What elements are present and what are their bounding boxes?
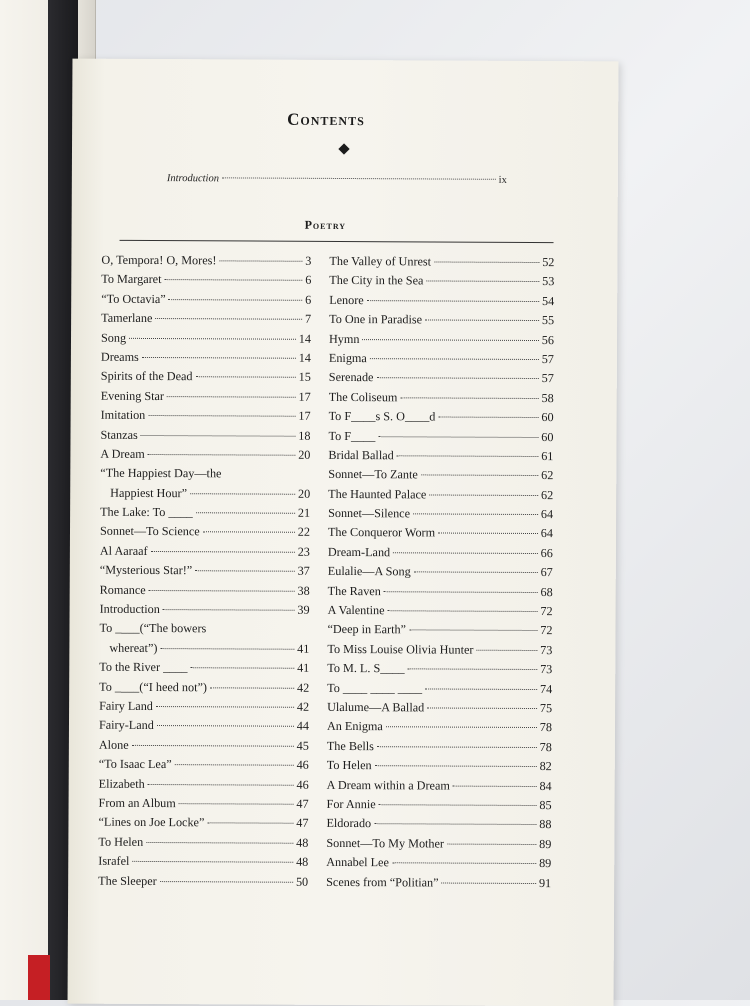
leader-dots [434, 261, 539, 263]
entry-title: To Margaret [101, 272, 162, 287]
entry-page: 68 [540, 584, 553, 599]
leader-dots [222, 177, 496, 179]
toc-entry [329, 329, 554, 350]
toc-entry [327, 737, 552, 758]
entry-page: 62 [541, 468, 554, 483]
leader-dots [378, 436, 538, 438]
toc-entry [99, 774, 309, 794]
entry-page: 88 [539, 817, 552, 832]
leader-dots [207, 823, 293, 824]
entry-page: 73 [540, 662, 553, 677]
leader-dots [425, 320, 539, 322]
toc-entry [99, 716, 309, 736]
ribbon-bookmark [28, 955, 50, 1000]
entry-page: 60 [541, 410, 554, 425]
entry-page: 23 [297, 544, 310, 559]
toc-entry [329, 349, 554, 370]
toc-entry [328, 582, 553, 603]
toc-entry [99, 794, 309, 814]
toc-entry [100, 503, 310, 523]
toc-entry [100, 522, 310, 542]
leader-dots [190, 667, 294, 669]
toc-entry [329, 368, 554, 389]
entry-page: 17 [298, 389, 311, 404]
entry-page: 14 [298, 331, 312, 346]
entry-title: Evening Star [100, 388, 165, 403]
leader-dots [132, 745, 294, 747]
leader-dots [374, 823, 536, 825]
entry-page: 52 [542, 255, 555, 270]
entry-title: Fairy-Land [98, 718, 154, 733]
toc-entry [326, 853, 551, 874]
leader-dots [386, 727, 537, 729]
leader-dots [388, 610, 538, 612]
entry-page: 6 [305, 273, 312, 288]
entry-page: 72 [540, 604, 553, 619]
leader-dots [151, 551, 295, 553]
entry-page: 41 [297, 641, 310, 656]
entry-title-continued: Happiest Hour” [110, 485, 188, 500]
entry-page: 74 [539, 681, 553, 696]
leader-dots [219, 260, 302, 261]
leader-dots [157, 725, 294, 727]
toc-entry [99, 697, 309, 717]
entry-title: A Valentine [327, 602, 385, 618]
toc-entry [327, 640, 552, 661]
leader-dots [148, 784, 294, 786]
leader-dots [167, 396, 296, 398]
entry-page: 57 [541, 371, 554, 386]
leader-dots [175, 764, 294, 766]
entry-page: 61 [541, 448, 554, 464]
leader-dots [141, 434, 296, 436]
toc-entry [328, 465, 553, 486]
introduction-entry [167, 173, 507, 186]
entry-page: 6 [305, 292, 312, 307]
entry-title: To ____ ____ ____ [327, 680, 423, 696]
toc-entry [328, 523, 553, 544]
entry-page: 55 [541, 313, 555, 328]
entry-title: To Helen [98, 834, 144, 849]
entry-page: 64 [540, 526, 554, 541]
leader-dots [129, 337, 296, 339]
entry-title: To F____ [328, 428, 376, 443]
toc-entry [327, 679, 552, 700]
entry-title: A Dream within a Dream [326, 777, 450, 793]
toc-entry [99, 736, 309, 756]
entry-title: Scenes from “Politian” [326, 874, 439, 890]
entry-title: The Raven [327, 583, 381, 598]
toc-entry [327, 775, 552, 796]
entry-title: The Lake: To ____ [100, 504, 193, 520]
entry-title: Al Aaraaf [99, 543, 148, 558]
toc-entry [328, 601, 553, 622]
toc-entry [98, 871, 308, 891]
entry-title: The Bells [326, 738, 374, 753]
entry-page: 38 [297, 583, 310, 598]
entry-page: 42 [296, 699, 310, 714]
entry-title: Ulalume—A Ballad [327, 699, 425, 715]
entry-title: For Annie [326, 796, 376, 812]
toc-entry [328, 485, 553, 506]
toc-entry [101, 309, 311, 329]
entry-title: Sonnet—To Science [99, 524, 200, 539]
leader-dots [409, 630, 537, 632]
entry-title: Stanzas [100, 427, 138, 442]
toc-entry [101, 348, 311, 368]
entry-page: 46 [296, 757, 309, 773]
entry-title: The Valley of Unrest [329, 253, 432, 269]
toc-entry [329, 252, 554, 273]
toc-left-column [98, 251, 311, 892]
toc-entry [329, 291, 554, 312]
entry-title: An Enigma [326, 719, 383, 734]
entry-title: To ____(“I heed not”) [99, 679, 208, 694]
toc-entry [101, 406, 311, 426]
entry-title: Bridal Ballad [328, 447, 394, 463]
entry-page: 42 [296, 680, 310, 695]
entry-title: The Haunted Palace [328, 486, 427, 502]
entry-page: 22 [297, 525, 311, 540]
leader-dots [370, 358, 539, 360]
toc-entry [100, 464, 310, 504]
leader-dots [165, 279, 303, 281]
leader-dots [210, 687, 294, 688]
toc-entry [101, 386, 311, 406]
entry-page: 73 [540, 642, 553, 657]
entry-page: 46 [296, 777, 309, 792]
entry-title: The Coliseum [328, 389, 398, 405]
entry-page: 85 [539, 797, 552, 813]
entry-title: “Mysterious Star!” [99, 562, 193, 578]
leader-dots [379, 804, 537, 806]
entry-page: 48 [296, 854, 309, 869]
entry-page: 72 [540, 623, 553, 638]
toc-right-column [326, 252, 554, 893]
entry-title: Alone [98, 737, 129, 752]
entry-page: 89 [539, 856, 552, 871]
leader-dots [414, 572, 538, 574]
entry-title: The City in the Sea [329, 273, 424, 288]
section-heading: Poetry [304, 217, 347, 233]
entry-title: To ____(“The bowers [99, 621, 207, 636]
entry-page: 3 [305, 253, 312, 268]
leader-dots [160, 648, 294, 650]
entry-page: 44 [296, 719, 310, 734]
entry-page: 62 [540, 487, 554, 502]
entry-page: 60 [541, 429, 554, 444]
leader-dots [132, 861, 293, 863]
entry-page: 7 [304, 311, 312, 327]
leader-dots [377, 746, 537, 748]
leader-dots [426, 281, 539, 283]
leader-dots [146, 842, 293, 844]
entry-page: 48 [296, 835, 309, 850]
entry-page: 17 [298, 408, 311, 423]
entry-title: O, Tempora! O, Mores! [101, 252, 217, 268]
entry-title: Annabel Lee [326, 855, 389, 870]
toc-entry [328, 562, 553, 583]
leader-dots [196, 512, 295, 514]
toc-entry [101, 251, 311, 271]
entry-title: To Helen [326, 758, 372, 773]
toc-entry [98, 832, 308, 852]
leader-dots [195, 570, 294, 572]
leader-dots [163, 609, 295, 611]
entry-page: 58 [541, 390, 554, 405]
leader-dots [442, 882, 536, 883]
toc-entry [99, 677, 309, 697]
toc-entry [101, 328, 311, 348]
leader-dots [155, 318, 302, 320]
entry-title: Fairy Land [99, 698, 153, 714]
leader-dots [421, 475, 538, 477]
entry-page: 89 [539, 836, 552, 851]
entry-title: To One in Paradise [329, 312, 423, 327]
entry-page: 47 [296, 796, 309, 811]
toc-entry [328, 446, 553, 467]
leader-dots [160, 881, 293, 883]
leader-dots [142, 357, 296, 359]
entry-title: The Conqueror Worm [327, 525, 436, 540]
leader-dots [438, 417, 538, 419]
toc-entry [329, 271, 554, 292]
leader-dots [148, 415, 295, 417]
entry-title-continued: whereat”) [109, 640, 158, 655]
page-title: Contents [287, 109, 365, 130]
entry-title: Eldorado [326, 816, 372, 831]
entry-title: “Deep in Earth” [327, 622, 407, 637]
leader-dots [179, 803, 294, 805]
leader-dots [476, 650, 537, 651]
toc-entry [328, 426, 553, 447]
entry-title: Serenade [328, 370, 374, 385]
toc-entry [99, 755, 309, 775]
entry-page: 75 [539, 701, 553, 716]
entry-title: Dreams [100, 349, 139, 364]
entry-page: 20 [298, 447, 311, 462]
toc-entry [328, 504, 553, 525]
entry-title: Sonnet—To Zante [328, 467, 418, 482]
toc-entry [329, 407, 554, 428]
toc-entry [329, 388, 554, 409]
entry-page: 50 [295, 874, 309, 889]
entry-page: 91 [538, 875, 552, 890]
entry-page: 37 [297, 564, 310, 579]
entry-page: 57 [541, 351, 554, 367]
toc-entry [329, 310, 554, 331]
leader-dots [367, 300, 539, 302]
entry-page: 41 [297, 660, 310, 676]
leader-dots [362, 339, 538, 341]
entry-page: 53 [542, 274, 555, 289]
toc-entry [100, 425, 310, 445]
toc-entry [327, 659, 552, 680]
entry-title: To Miss Louise Olivia Hunter [327, 641, 474, 657]
entry-page: 78 [539, 739, 552, 754]
entry-page: 20 [297, 486, 311, 501]
entry-title: The Sleeper [98, 873, 157, 888]
toc-entry [327, 717, 552, 738]
entry-title: Imitation [100, 407, 146, 423]
entry-title: Introduction [99, 601, 160, 617]
toc-entry [99, 658, 309, 678]
entry-page: 64 [540, 507, 554, 522]
toc-entry [101, 367, 311, 387]
entry-page: ix [498, 174, 507, 186]
leader-dots [393, 552, 538, 554]
contents-page [68, 59, 619, 1006]
entry-title: Romance [99, 582, 146, 597]
diamond-ornament-icon [338, 143, 349, 154]
toc-entry [327, 795, 552, 816]
entry-page: 18 [298, 428, 311, 443]
toc-entry [100, 600, 310, 620]
toc-entry [98, 852, 308, 872]
entry-page: 14 [298, 350, 311, 365]
entry-title: Song [100, 330, 127, 345]
toc-entry [99, 619, 309, 659]
entry-title: Dream-Land [327, 544, 391, 560]
leader-dots [375, 765, 537, 767]
leader-dots [392, 862, 536, 864]
toc-entry [327, 756, 552, 777]
leader-dots [169, 299, 302, 301]
entry-title: To M. L. S____ [327, 661, 405, 676]
entry-title: To F____s S. O____d [328, 409, 436, 424]
entry-page: 54 [541, 293, 555, 308]
toc-entry [328, 543, 553, 564]
entry-title: Sonnet—To My Mother [326, 835, 445, 851]
leader-dots [203, 532, 295, 533]
leader-dots [408, 669, 537, 671]
leader-dots [156, 706, 294, 708]
toc-entry [327, 620, 552, 641]
toc-entry [327, 698, 552, 719]
leader-dots [438, 533, 538, 535]
leader-dots [196, 377, 296, 379]
toc-entry [98, 813, 308, 833]
leader-dots [427, 707, 537, 709]
entry-page: 47 [296, 816, 309, 831]
entry-title: To the River ____ [99, 659, 188, 675]
entry-title: “Lines on Joe Locke” [98, 815, 205, 830]
entry-title: Israfel [98, 853, 130, 869]
entry-page: 82 [539, 759, 552, 774]
leader-dots [148, 454, 295, 456]
toc-entry [100, 580, 310, 600]
entry-title: Spirits of the Dead [100, 369, 193, 384]
entry-page: 56 [541, 332, 555, 347]
entry-page: 84 [539, 778, 552, 793]
toc-entry [100, 542, 310, 562]
toc-entry [100, 445, 310, 465]
entry-title: Enigma [328, 350, 367, 366]
entry-title: Lenore [329, 292, 364, 307]
entry-page: 39 [297, 602, 310, 617]
toc-entry [101, 290, 311, 310]
leader-dots [453, 785, 537, 786]
entry-title: “The Happiest Day—the [100, 466, 222, 481]
leader-dots [149, 590, 295, 592]
leader-dots [447, 843, 536, 844]
leader-dots [376, 378, 538, 380]
entry-page: 66 [540, 545, 553, 560]
entry-title: Sonnet—Silence [328, 505, 411, 521]
entry-title: Tamerlane [101, 310, 153, 326]
section-rule [120, 240, 554, 243]
toc-entry [326, 834, 551, 855]
leader-dots [190, 493, 295, 495]
entry-page: 78 [539, 720, 553, 735]
entry-title: Hymn [328, 331, 360, 346]
toc-entry [326, 872, 551, 893]
entry-title: Introduction [166, 173, 219, 185]
entry-page: 15 [298, 370, 311, 385]
entry-title: A Dream [100, 446, 145, 461]
toc-entry [100, 561, 310, 581]
entry-title: “To Octavia” [101, 291, 166, 306]
toc-entry [101, 270, 311, 290]
entry-title: “To Isaac Lea” [98, 756, 172, 772]
leader-dots [400, 397, 538, 399]
toc-entry [326, 814, 551, 835]
entry-title: Eulalie—A Song [327, 564, 411, 579]
entry-page: 45 [296, 738, 309, 753]
entry-page: 67 [540, 565, 553, 580]
leader-dots [384, 591, 538, 593]
leader-dots [413, 513, 538, 515]
entry-title: Elizabeth [98, 776, 145, 791]
leader-dots [429, 494, 538, 496]
entry-page: 21 [297, 505, 311, 520]
leader-dots [397, 455, 538, 457]
entry-title: From an Album [98, 795, 176, 811]
leader-dots [425, 688, 537, 690]
